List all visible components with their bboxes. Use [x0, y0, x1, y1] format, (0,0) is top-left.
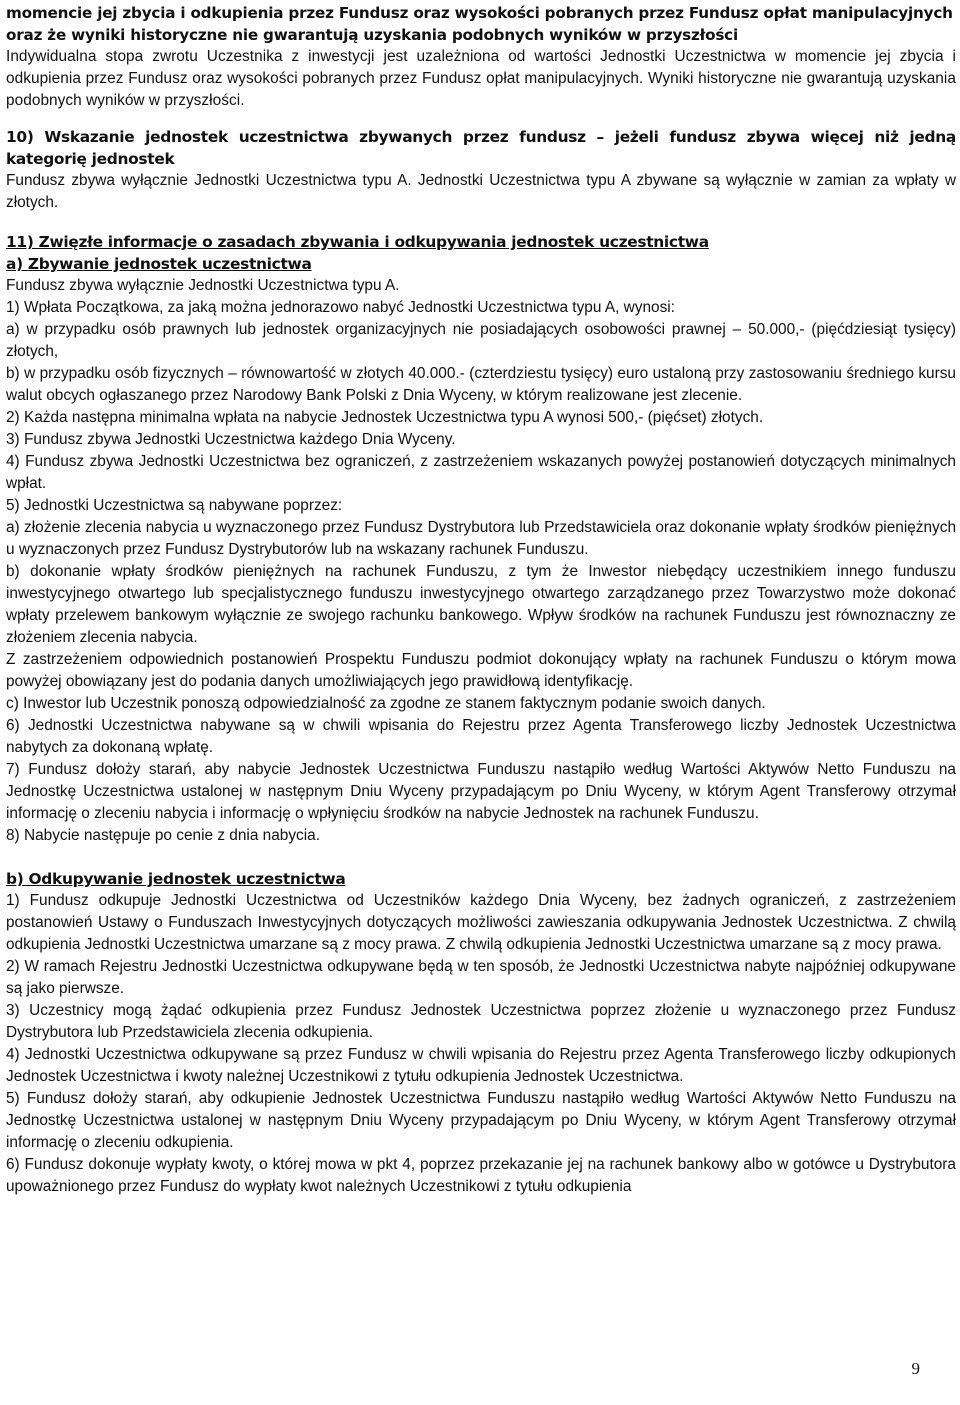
- paragraph: Z zastrzeżeniem odpowiednich postanowień Prospektu Funduszu podmiot dokonujący wpłaty na rachunek Funduszu o którym mowa powyżej obowiązany jest do podania danych umożliwiających jego prawidłową identyfikację.: [6, 651, 956, 690]
- paragraph: 2) W ramach Rejestru Jednostki Uczestnictwa odkupywane będą w ten sposób, że Jednostki Uczestnictwa nabyte najpóźniej odkupywane są jako pierwsze.: [6, 958, 956, 997]
- paragraph: Fundusz zbywa wyłącznie Jednostki Uczestnictwa typu A.: [6, 277, 400, 294]
- paragraph: 1) Fundusz odkupuje Jednostki Uczestnictwa od Uczestników każdego Dnia Wyceny, bez żadnych ograniczeń, z zastrzeżeniem postanowień Ustawy o Funduszach Inwestycyjnych dotyczących możliwości zawieszania odkupywania Jednostek Uczestnictwa. Z chwilą odkupienia Jednostki Uczestnictwa umarzane są z mocy prawa. Z chwilą odkupienia Jednostki Uczestnictwa umarzane są z mocy prawa.: [6, 892, 956, 953]
- paragraph: 6) Fundusz dokonuje wypłaty kwoty, o której mowa w pkt 4, poprzez przekazanie jej na rachunek bankowy albo w gotówce u Dystrybutora upoważnionego przez Fundusz do wypłaty kwot należnych Uczestnikowi z tytułu odkupienia: [6, 1156, 956, 1195]
- paragraph: 2) Każda następna minimalna wpłata na nabycie Jednostek Uczestnictwa typu A wynosi 500,- (pięćset) złotych.: [6, 409, 764, 426]
- paragraph: 8) Nabycie następuje po cenie z dnia nabycia.: [6, 827, 320, 844]
- paragraph: 1) Wpłata Początkowa, za jaką można jednorazowo nabyć Jednostki Uczestnictwa typu A, wynosi:: [6, 299, 675, 316]
- section-11a-paragraphs: [6, 275, 956, 847]
- page-number: 9: [911, 1359, 920, 1378]
- intro-paragraph: Indywidualna stopa zwrotu Uczestnika z inwestycji jest uzależniona od wartości Jednostki Uczestnictwa w momencie jej zbycia i odkupienia przez Fundusz oraz wysokości pobranych przez Fundusz opłat manipulacyjnych. Wyniki historyczne nie gwarantują uzyskania podobnych wyników w przyszłości.: [6, 48, 956, 109]
- paragraph: 3) Uczestnicy mogą żądać odkupienia przez Fundusz Jednostek Uczestnictwa poprzez złożenie u wyznaczonego przez Fundusz Dystrybutora lub Przedstawiciela zlecenia odkupienia.: [6, 1002, 956, 1041]
- paragraph: a) złożenie zlecenia nabycia u wyznaczonego przez Fundusz Dystrybutora lub Przedstawiciela oraz dokonanie wpłaty środków pieniężnych u wyznaczonych przez Fundusz Dystrybutorów lub na wskazany rachunek Funduszu.: [6, 519, 956, 558]
- paragraph: b) w przypadku osób fizycznych – równowartość w złotych 40.000.- (czterdziestu tysięcy) euro ustaloną przy zastosowaniu średniego kursu walut obcych ogłaszanego przez Narodowy Bank Polski z Dnia Wyceny, w którym realizowane jest zlecenie.: [6, 365, 956, 404]
- section-10: [6, 126, 956, 214]
- document-page: [6, 2, 956, 1198]
- paragraph: 5) Jednostki Uczestnictwa są nabywane poprzez:: [6, 497, 343, 514]
- paragraph: c) Inwestor lub Uczestnik ponoszą odpowiedzialność za zgodne ze stanem faktycznym podanie swoich danych.: [6, 695, 766, 712]
- section-11: [6, 231, 956, 1198]
- paragraph: 7) Fundusz dołoży starań, aby nabycie Jednostek Uczestnictwa Funduszu nastąpiło według Wartości Aktywów Netto Funduszu na Jednostkę Uczestnictwa ustalonej w następnym Dniu Wyceny przypadającym po Dniu Wyceny, w którym Agent Transferowy otrzymał informację o zleceniu nabycia i informację o wpłynięciu środków na nabycie Jednostek na rachunek Funduszu.: [6, 761, 956, 822]
- section-10-text: Fundusz zbywa wyłącznie Jednostki Uczestnictwa typu A. Jednostki Uczestnictwa typu A zbywane są wyłącznie w zamian za wpłaty w złotych.: [6, 172, 956, 211]
- section-11-heading: 11) Zwięzłe informacje o zasadach zbywania i odkupywania jednostek uczestnictwa: [6, 233, 709, 251]
- section-11b-paragraphs: [6, 890, 956, 1198]
- section-11a-heading: a) Zbywanie jednostek uczestnictwa: [6, 255, 312, 273]
- paragraph: 4) Jednostki Uczestnictwa odkupywane są przez Fundusz w chwili wpisania do Rejestru przez Agenta Transferowego liczby odkupionych Jednostek Uczestnictwa i kwoty należnej Uczestnikowi z tytułu odkupienia Jednostek Uczestnictwa.: [6, 1046, 956, 1085]
- paragraph: 3) Fundusz zbywa Jednostki Uczestnictwa każdego Dnia Wyceny.: [6, 431, 456, 448]
- paragraph: 6) Jednostki Uczestnictwa nabywane są w chwili wpisania do Rejestru przez Agenta Transferowego liczby Jednostek Uczestnictwa nabytych za dokonaną wpłatę.: [6, 717, 956, 756]
- paragraph: b) dokonanie wpłaty środków pieniężnych na rachunek Funduszu, z tym że Inwestor niebędący uczestnikiem innego funduszu inwestycyjnego otwartego lub specjalistycznego funduszu inwestycyjnego otwartego zarządzanego przez Towarzystwo może dokonać wpłaty przelewem bankowym wyłącznie ze swojego rachunku bankowego. Wpływ środków na rachunek Funduszu jest równoznaczny ze złożeniem zlecenia nabycia.: [6, 563, 956, 646]
- paragraph: 5) Fundusz dołoży starań, aby odkupienie Jednostek Uczestnictwa Funduszu nastąpiło według Wartości Aktywów Netto Funduszu na Jednostkę Uczestnictwa ustalonej w następnym Dniu Wyceny przypadającym po Dniu Wyceny, w którym Agent Transferowy otrzymał informację o zleceniu odkupienia.: [6, 1090, 956, 1151]
- paragraph: 4) Fundusz zbywa Jednostki Uczestnictwa bez ograniczeń, z zastrzeżeniem wskazanych powyżej postanowień dotyczących minimalnych wpłat.: [6, 453, 956, 492]
- paragraph: a) w przypadku osób prawnych lub jednostek organizacyjnych nie posiadających osobowości prawnej – 50.000,- (pięćdziesiąt tysięcy) złotych,: [6, 321, 956, 360]
- section-11b-heading: b) Odkupywanie jednostek uczestnictwa: [6, 870, 346, 888]
- section-10-heading: 10) Wskazanie jednostek uczestnictwa zbywanych przez fundusz – jeżeli fundusz zbywa więcej niż jedną kategorię jednostek: [6, 128, 956, 168]
- intro-bold-text: momencie jej zbycia i odkupienia przez Fundusz oraz wysokości pobranych przez Fundusz opłat manipulacyjnych oraz że wyniki historyczne nie gwarantują uzyskania podobnych wyników w przyszłości: [6, 4, 953, 44]
